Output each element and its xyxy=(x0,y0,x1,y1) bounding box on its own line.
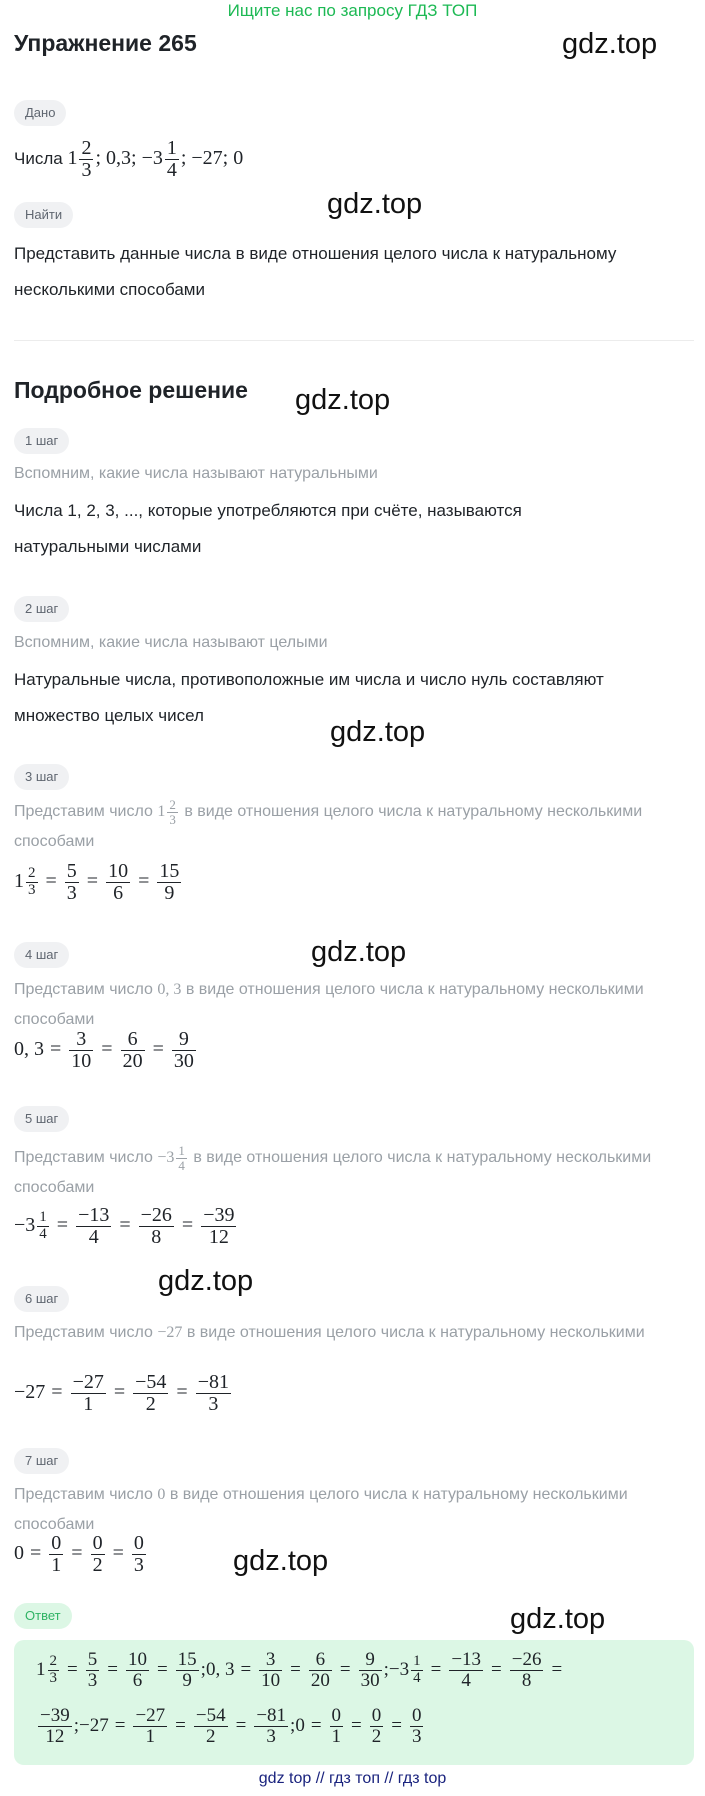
watermark: gdz.top xyxy=(295,384,391,416)
solution-title: Подробное решение xyxy=(14,377,248,403)
watermark: gdz.top xyxy=(233,1545,329,1577)
watermark: gdz.top xyxy=(562,28,658,60)
step-5-badge: 5 шаг xyxy=(14,1106,69,1132)
step-6-badge: 6 шаг xyxy=(14,1286,69,1312)
step-1-line-2: натуральными числами xyxy=(14,537,202,556)
step-5-hint: Представим число −3 $\frac{1}{4}$ в виде отношения целого числа к натуральному несколькими способами xyxy=(14,1143,652,1196)
step-2-line-2: множество целых чисел xyxy=(14,706,204,725)
step-3-badge: 3 шаг xyxy=(14,764,69,790)
step-6-hint: Представим число −27 в виде отношения целого числа к натуральному несколькими xyxy=(14,1324,645,1341)
find-badge: Найти xyxy=(14,202,73,228)
watermark: gdz.top xyxy=(327,188,423,220)
watermark: gdz.top xyxy=(330,716,426,748)
answer-line-1: 1 $\frac{2}{3}$ = $\frac{5}{3}$ = $\frac{10}{6}$ = $\frac{15}{9}$ ;0, 3 = $\frac{3}{10}$ = $\frac{6}{20}$ = $\frac{9}{30}$ ;−3 $\frac{1}{4}$ = $\frac{-13}{4}$ = $\frac{-26}{8}$ = xyxy=(36,1649,563,1691)
step-2-badge: 2 шаг xyxy=(14,596,69,622)
step-7-formula: 0 = $\frac{0}{1}$ = $\frac{0}{2}$ = $\frac{0}{3}$ xyxy=(14,1532,144,1576)
answer-box xyxy=(14,1640,694,1765)
footer-links[interactable]: gdz top // гдз топ // гдз top xyxy=(258,1770,447,1787)
divider xyxy=(14,340,694,341)
step-3-hint: Представим число 1 $\frac{2}{3}$ в виде отношения целого числа к натуральному несколькими способами xyxy=(14,797,643,850)
step-7-hint: Представим число 0 в виде отношения целого числа к натуральному несколькими способами xyxy=(14,1486,628,1533)
step-1-badge: 1 шаг xyxy=(14,428,69,454)
answer-line-2: $\frac{-39}{12}$ ;−27 = $\frac{-27}{1}$ = $\frac{-54}{2}$ = $\frac{-81}{3}$ ;0 = $\frac{0}{1}$ = $\frac{0}{2}$ = $\frac{0}{3}$ xyxy=(40,1705,422,1747)
step-4-badge: 4 шаг xyxy=(14,942,69,968)
step-7-badge: 7 шаг xyxy=(14,1448,69,1474)
answer-badge: Ответ xyxy=(14,1603,72,1629)
step-4-formula: 0, 3 = $\frac{3}{10}$ = $\frac{6}{20}$ = $\frac{9}{30}$ xyxy=(14,1028,194,1072)
step-1-line-1: Числа 1, 2, 3, ..., которые употребляются при счёте, называются xyxy=(14,501,522,520)
watermark: gdz.top xyxy=(510,1603,606,1635)
watermark: gdz.top xyxy=(158,1265,254,1297)
given-numbers: Числа 1 $\frac{2}{3}$ ; 0,3; −3 $\frac{1}{4}$ ; −27; 0 xyxy=(14,136,244,181)
exercise-title: Упражнение 265 xyxy=(14,30,197,56)
find-line-1: Представить данные числа в виде отношения целого числа к натуральному xyxy=(14,244,617,263)
top-search-link[interactable]: Ищите нас по запросу ГДЗ ТОП xyxy=(227,1,478,20)
step-1-hint: Вспомним, какие числа называют натуральными xyxy=(14,465,378,482)
step-6-formula: −27 = $\frac{-27}{1}$ = $\frac{-54}{2}$ = $\frac{-81}{3}$ xyxy=(14,1371,229,1415)
given-badge: Дано xyxy=(14,100,66,126)
step-5-formula: −3 $\frac{1}{4}$ = $\frac{-13}{4}$ = $\frac{-26}{8}$ = $\frac{-39}{12}$ xyxy=(14,1204,235,1248)
step-4-hint: Представим число 0, 3 в виде отношения целого числа к натуральному несколькими способами xyxy=(14,981,644,1028)
step-2-line-1: Натуральные числа, противоположные им числа и число нуль составляют xyxy=(14,670,604,689)
step-2-hint: Вспомним, какие числа называют целыми xyxy=(14,634,328,651)
find-line-2: несколькими способами xyxy=(14,280,205,299)
step-3-formula: 1 $\frac{2}{3}$ = $\frac{5}{3}$ = $\frac{10}{6}$ = $\frac{15}{9}$ xyxy=(14,860,180,904)
watermark: gdz.top xyxy=(311,936,407,968)
